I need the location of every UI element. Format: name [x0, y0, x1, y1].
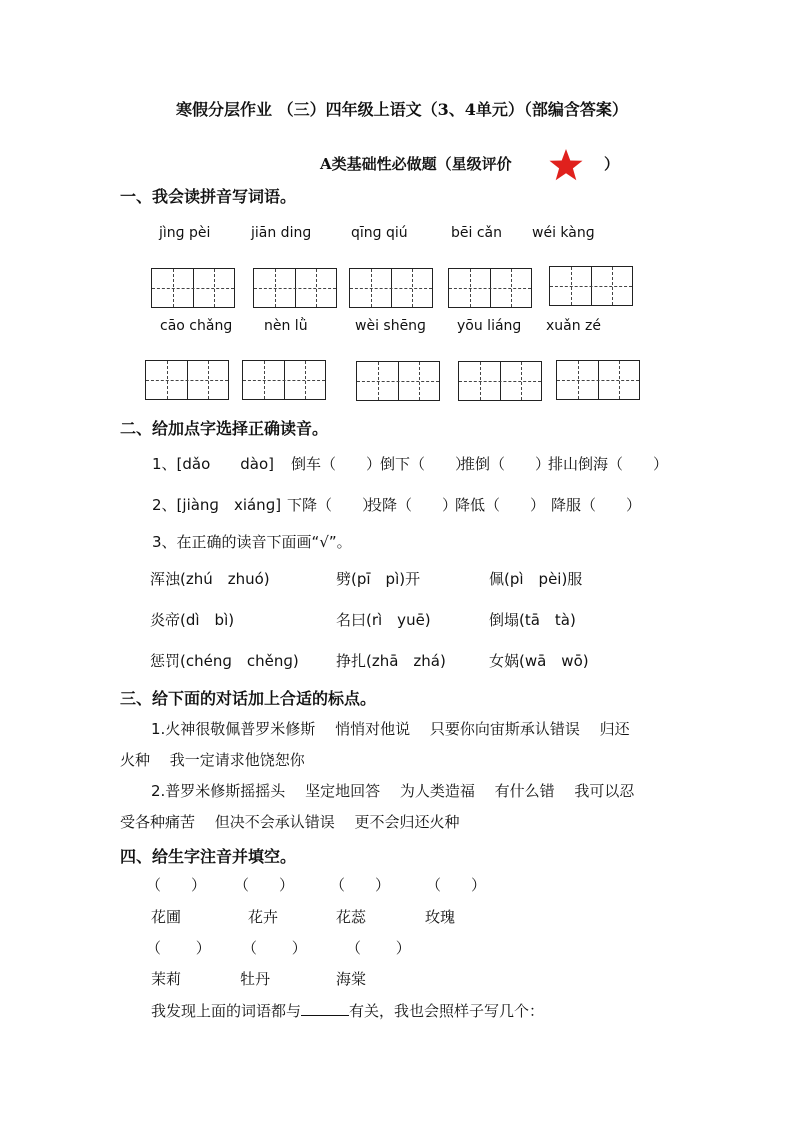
writing-grid[interactable] [349, 268, 433, 308]
section1-heading: 一、我会读拼音写词语。 [120, 187, 297, 206]
writing-grid[interactable] [448, 268, 532, 308]
pinyin-blank[interactable]: （ ） [242, 939, 307, 957]
q1-item: 推倒（ ） [460, 455, 551, 473]
pinyin-blank[interactable]: （ ） [346, 939, 411, 957]
pinyin-3: qīnɡ qiú [351, 225, 408, 241]
dialogue-line: 2.普罗米修斯摇摇头 坚定地回答 为人类造福 有什么错 我可以忍 [151, 782, 635, 800]
page-title: 寒假分层作业 （三）四年级上语文（3、4单元）（部编含答案） [176, 100, 628, 119]
writing-grid[interactable] [549, 266, 633, 306]
word: 玫瑰 [425, 908, 456, 926]
fill-sentence [151, 1000, 544, 1021]
q3-item: 劈(pī pì)开 [336, 570, 421, 588]
q3-text: 3、在正确的读音下面画“√”。 [152, 533, 352, 551]
writing-grid[interactable] [242, 360, 326, 400]
word: 花蕊 [336, 908, 367, 926]
word: 花卉 [248, 908, 279, 926]
pinyin-blank[interactable]: （ ） [146, 876, 207, 894]
q3-item: 倒塌(tā tà) [489, 611, 576, 629]
writing-grid[interactable] [151, 268, 235, 308]
q2-prefix: 2、[jiànɡ xiánɡ] [152, 496, 282, 514]
q3-item: 佩(pì pèi)服 [489, 570, 583, 588]
pinyin-6: cāo chǎnɡ [160, 318, 233, 334]
fill-sentence-post: 有关，我也会照样子写几个： [349, 1002, 545, 1020]
pinyin-9: yōu liánɡ [457, 318, 522, 334]
word: 茉莉 [151, 970, 182, 988]
q3-item: 名曰(rì yuē) [336, 611, 431, 629]
q3-item: 浑浊(zhú zhuó) [150, 570, 270, 588]
word: 海棠 [336, 970, 367, 988]
dialogue-line: 火种 我一定请求他饶恕你 [120, 751, 305, 769]
pinyin-8: wèi shēnɡ [355, 318, 426, 334]
pinyin-blank[interactable]: （ ） [330, 876, 391, 894]
pinyin-5: wéi kànɡ [532, 225, 595, 241]
pinyin-blank[interactable]: （ ） [426, 876, 487, 894]
dialogue-line: 1.火神很敬佩普罗米修斯 悄悄对他说 只要你向宙斯承认错误 归还 [151, 720, 630, 738]
q1-item: 排山倒海（ ） [548, 455, 669, 473]
writing-grid[interactable] [356, 361, 440, 401]
q3-item: 惩罚(chénɡ chěnɡ) [150, 652, 299, 670]
writing-grid[interactable] [458, 361, 542, 401]
subtitle-close: ） [604, 155, 620, 173]
pinyin-7: nèn lǜ [264, 318, 308, 334]
fill-sentence-pre: 我发现上面的词语都与 [151, 1002, 302, 1020]
q3-item: 女娲(wā wō) [489, 652, 589, 670]
fill-blank[interactable] [301, 1001, 349, 1016]
subtitle-text: A类基础性必做题（星级评价 [320, 155, 512, 173]
section2-heading: 二、给加点字选择正确读音。 [120, 419, 329, 438]
writing-grid[interactable] [253, 268, 337, 308]
section4-heading: 四、给生字注音并填空。 [120, 847, 297, 866]
pinyin-blank[interactable]: （ ） [234, 876, 295, 894]
q1-item: 倒下（ ） [380, 455, 471, 473]
q2-item: 投降（ ） [367, 496, 458, 514]
q2-item: 下降（ ） [287, 496, 378, 514]
word: 牡丹 [240, 970, 271, 988]
subtitle [320, 153, 512, 174]
pinyin-1: jìnɡ pèi [159, 225, 211, 241]
q1-prefix: 1、[dǎo dào] [152, 455, 275, 473]
writing-grid[interactable] [145, 360, 229, 400]
pinyin-10: xuǎn zé [546, 318, 602, 334]
writing-grid[interactable] [556, 360, 640, 400]
star-icon [548, 148, 584, 182]
q3-item: 挣扎(zhā zhá) [336, 652, 446, 670]
pinyin-4: bēi cǎn [451, 225, 502, 241]
q3-item: 炎帝(dì bì) [150, 611, 235, 629]
q2-item: 降低（ ） [455, 496, 546, 514]
word: 花圃 [151, 908, 182, 926]
section3-heading: 三、给下面的对话加上合适的标点。 [120, 689, 377, 708]
dialogue-line: 受各种痛苦 但决不会承认错误 更不会归还火种 [120, 813, 460, 831]
q2-item: 降服（ ） [551, 496, 642, 514]
pinyin-2: jiān dinɡ [251, 225, 312, 241]
q1-item: 倒车（ ） [291, 455, 382, 473]
pinyin-blank[interactable]: （ ） [146, 939, 211, 957]
